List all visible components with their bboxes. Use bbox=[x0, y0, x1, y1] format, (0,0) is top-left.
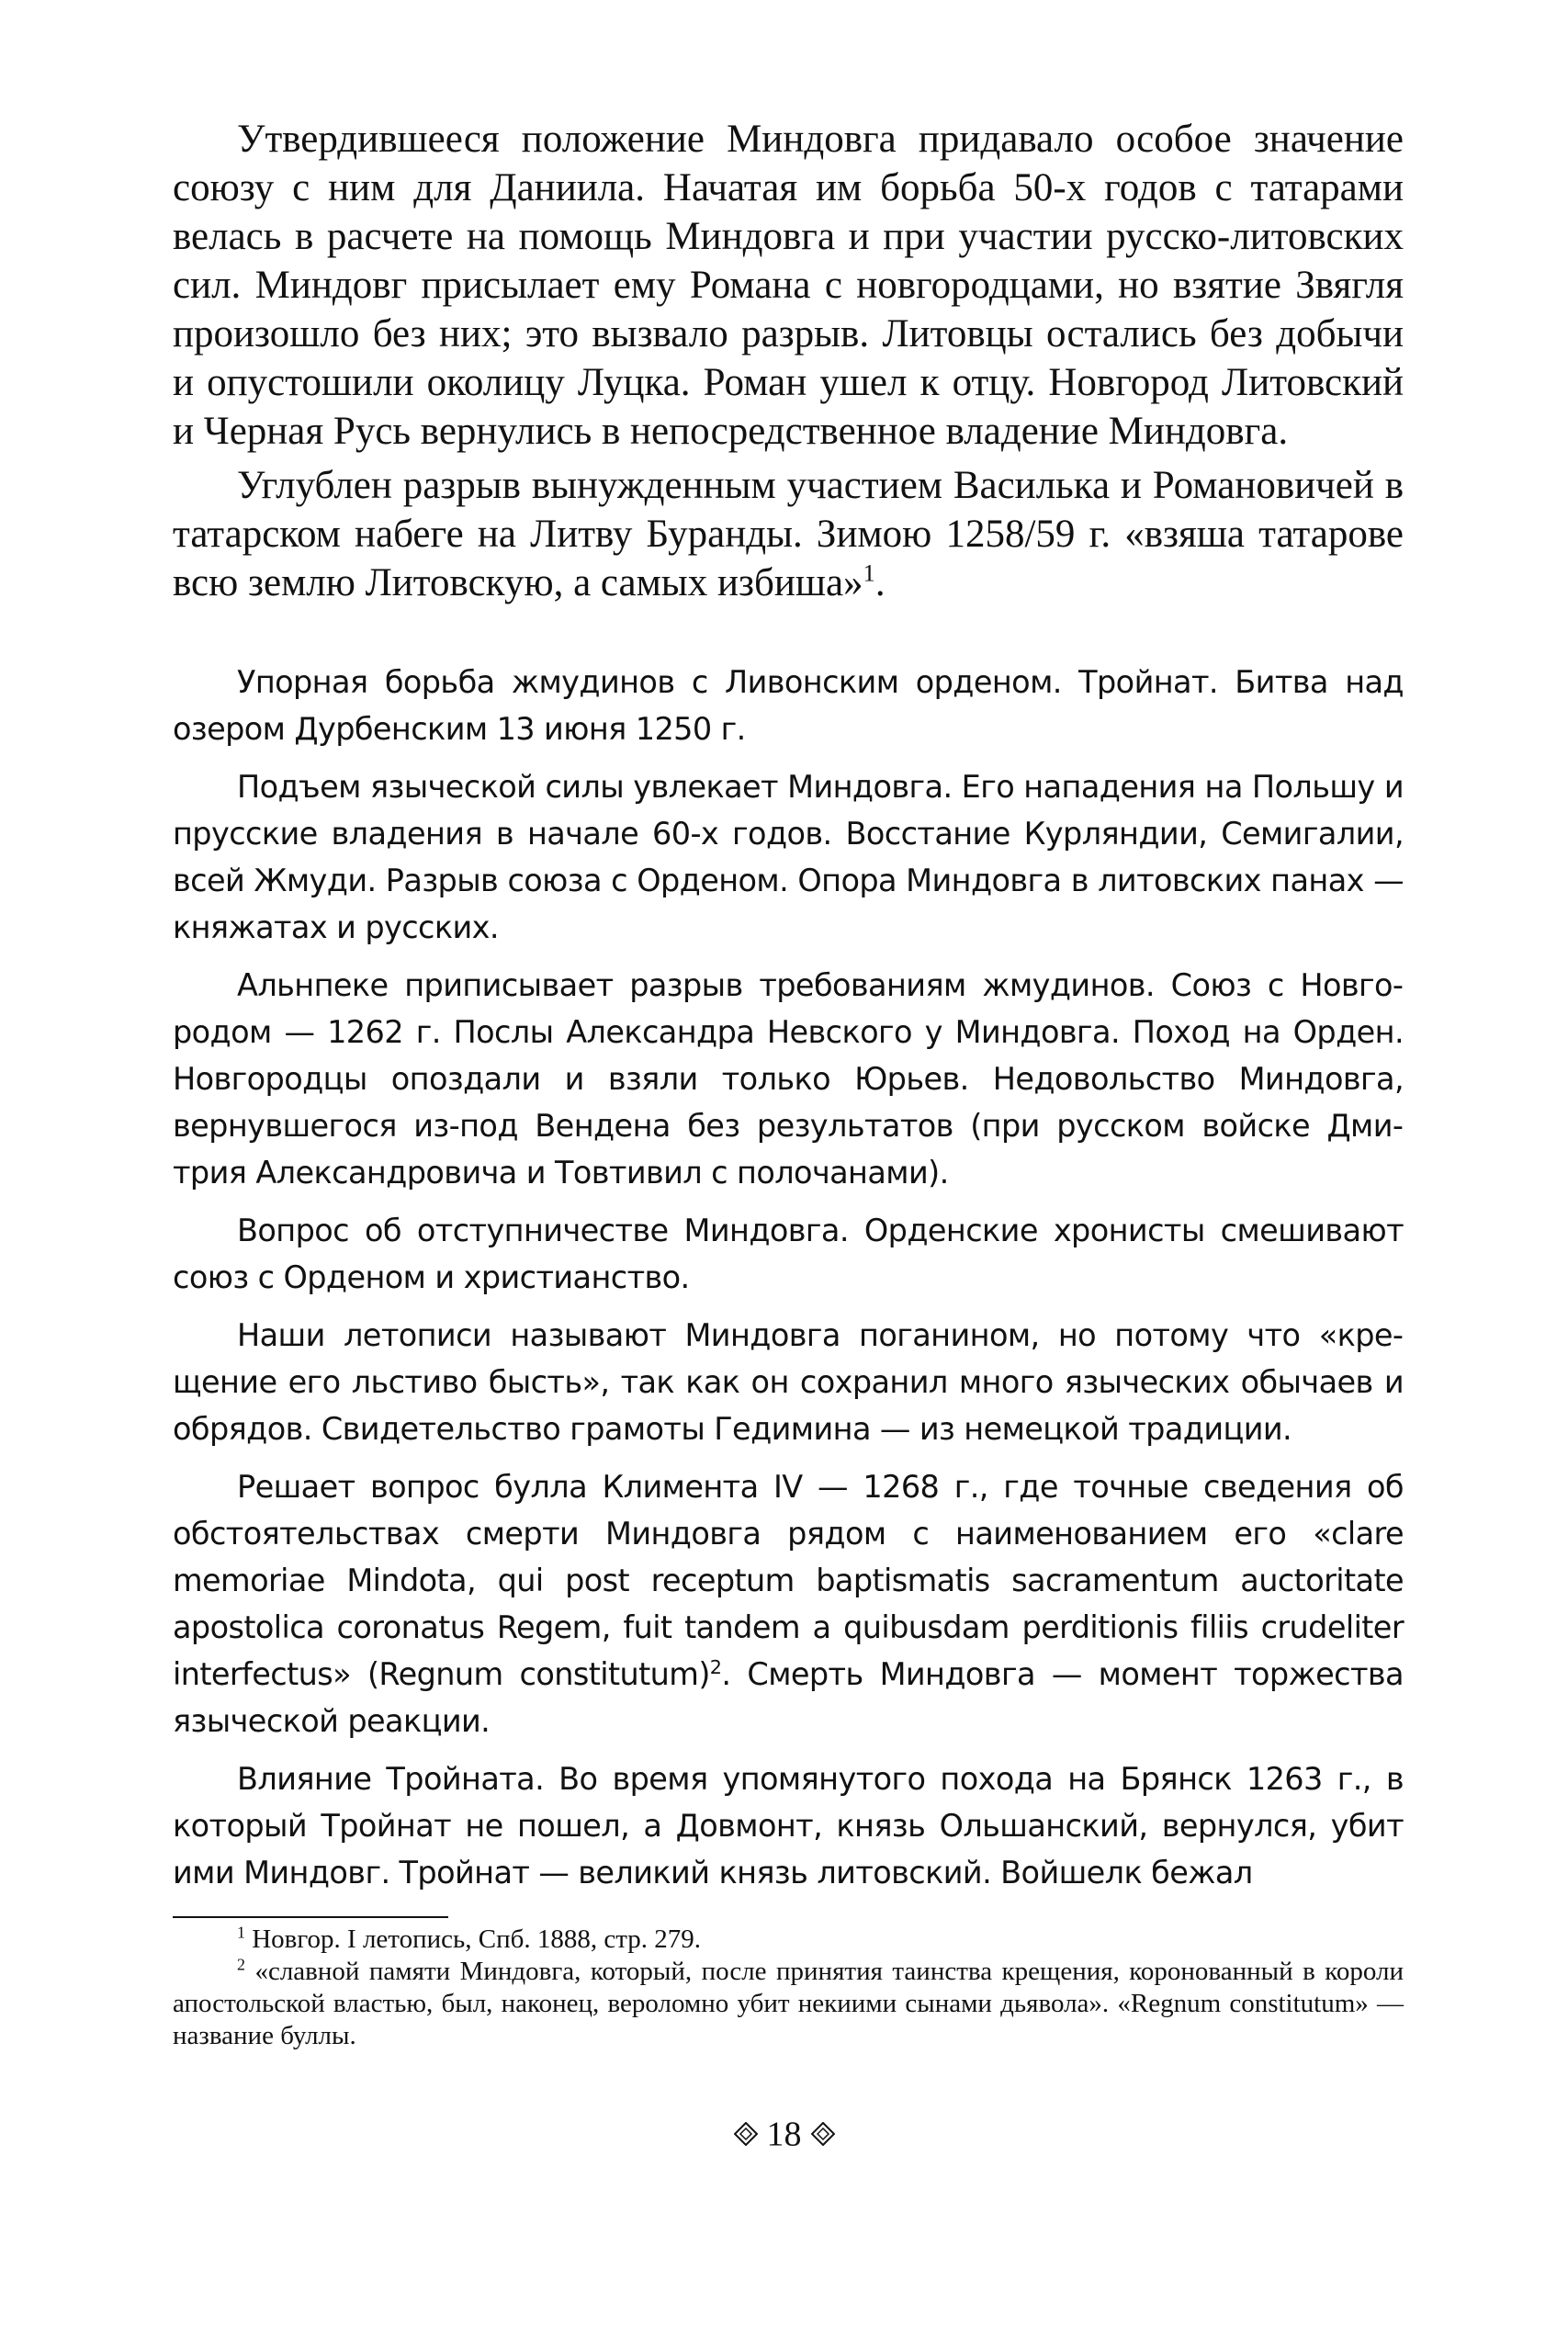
footnote-1 bbox=[173, 1924, 1404, 1956]
page-body bbox=[173, 115, 1404, 2052]
diamond-ornament-icon bbox=[734, 2122, 758, 2146]
outline-paragraph-6-text: Решает вопрос булла Климента IV — 1268 г., где точные сведения об обстоятельствах смерти Миндовга рядом с наименованием его «clare memoriae Mindota, qui post receptum baptismatis sacramentum auctoritate apostolica coronatus Regem, fuit tandem a quibusdam perditionis filiis crudeliter interfectus» (Regnum constitutum) bbox=[173, 1469, 1404, 1692]
footnote-ref-2[interactable]: 2 bbox=[709, 1655, 722, 1678]
footnote-1-text: Новгор. I летопись, Спб. 1888, стр. 279. bbox=[244, 1924, 701, 1954]
page-footer bbox=[0, 2113, 1568, 2152]
main-paragraph-1: Утвердившееся положение Миндовга придавало особое значение союзу с ним для Даниила. Начатая им борьба 50-х годов с татарами велась в расчете на помощь Миндовга и при участии русско-литовских сил. Миндовг присылает ему Романа с новгородцами, но взятие Звягля произошло без них; это вызвало разрыв. Литовцы остались без добычи и опустошили околицу Луцка. Роман ушел к отцу. Новгород Литовский и Черная Русь вернулись в непосредственное владение Миндовга. bbox=[173, 118, 1404, 453]
main-paragraph-2-end: . bbox=[874, 561, 886, 604]
outline-notes bbox=[173, 659, 1404, 1896]
outline-paragraph-7: Влияние Тройната. Во время упомянутого похода на Брянск 1263 г., в который Тройнат не пошел, а Довмонт, князь Ольшанский, вернулся, убит ими Миндовг. Тройнат — великий князь литовский. Войшелк бежал bbox=[173, 1761, 1404, 1890]
outline-paragraph-6-end: . Смерть Миндовга — момент торжества языческой реакции. bbox=[173, 1656, 1404, 1739]
outline-paragraph-4: Вопрос об отступничестве Миндовга. Орденские хронисты смешивают союз с Орденом и христианство. bbox=[173, 1213, 1404, 1295]
outline-paragraph-5: Наши летописи называют Миндовга поганином, но потому что «крещение его льстиво бысть», так как он сохранил много языческих обычаев и обрядов. Свидетельство грамоты Гедимина — из немецкой традиции. bbox=[173, 1317, 1404, 1447]
outline-paragraph-2: Подъем языческой силы увлекает Миндовга. Его нападения на Польшу и прусские владения в начале 60-х годов. Восстание Курляндии, Семигалии, всей Жмуди. Разрыв союза с Орденом. Опора Миндовга в литовских панах — княжатах и русских. bbox=[173, 769, 1404, 945]
main-paragraph-2 bbox=[173, 461, 1404, 607]
main-paragraph-2-text: Углублен разрыв вынужденным участием Василька и Романовичей в татарском набеге на Литву Буранды. Зимою 1258/59 г. «взяша татарове всю землю Литовскую, а самых избиша» bbox=[173, 464, 1404, 604]
outline-paragraph-1: Упорная борьба жмудинов с Ливонским орденом. Тройнат. Битва над озером Дурбенским 13 июня 1250 г. bbox=[173, 664, 1404, 747]
footnote-2-mark: 2 bbox=[237, 1955, 245, 1974]
footnotes bbox=[173, 1916, 1404, 2052]
main-text bbox=[173, 115, 1404, 607]
outline-paragraph-6 bbox=[173, 1463, 1404, 1744]
footnote-2 bbox=[173, 1956, 1404, 2052]
diamond-ornament-icon bbox=[811, 2122, 835, 2146]
footnote-ref-1[interactable]: 1 bbox=[863, 559, 875, 587]
outline-paragraph-3: Альнпеке приписывает разрыв требованиям жмудинов. Союз с Новгородом — 1262 г. Послы Александра Невского у Миндовга. Поход на Орден. Новгородцы опоздали и взяли только Юрьев. Недовольство Миндовга, вернувшегося из-под Вендена без результатов (при русском войске Дмитрия Александровича и Товтивил с полочанами). bbox=[173, 967, 1404, 1191]
footnote-2-text: «славной памяти Миндовга, который, после принятия таинства крещения, коронованный в короли апостольской властью, был, наконец, вероломно убит некиими сынами дьявола». «Regnum constitutum» — название буллы. bbox=[173, 1957, 1404, 2050]
footnote-divider bbox=[173, 1916, 448, 1918]
page-number: 18 bbox=[766, 2115, 802, 2154]
footnote-1-mark: 1 bbox=[237, 1923, 245, 1942]
